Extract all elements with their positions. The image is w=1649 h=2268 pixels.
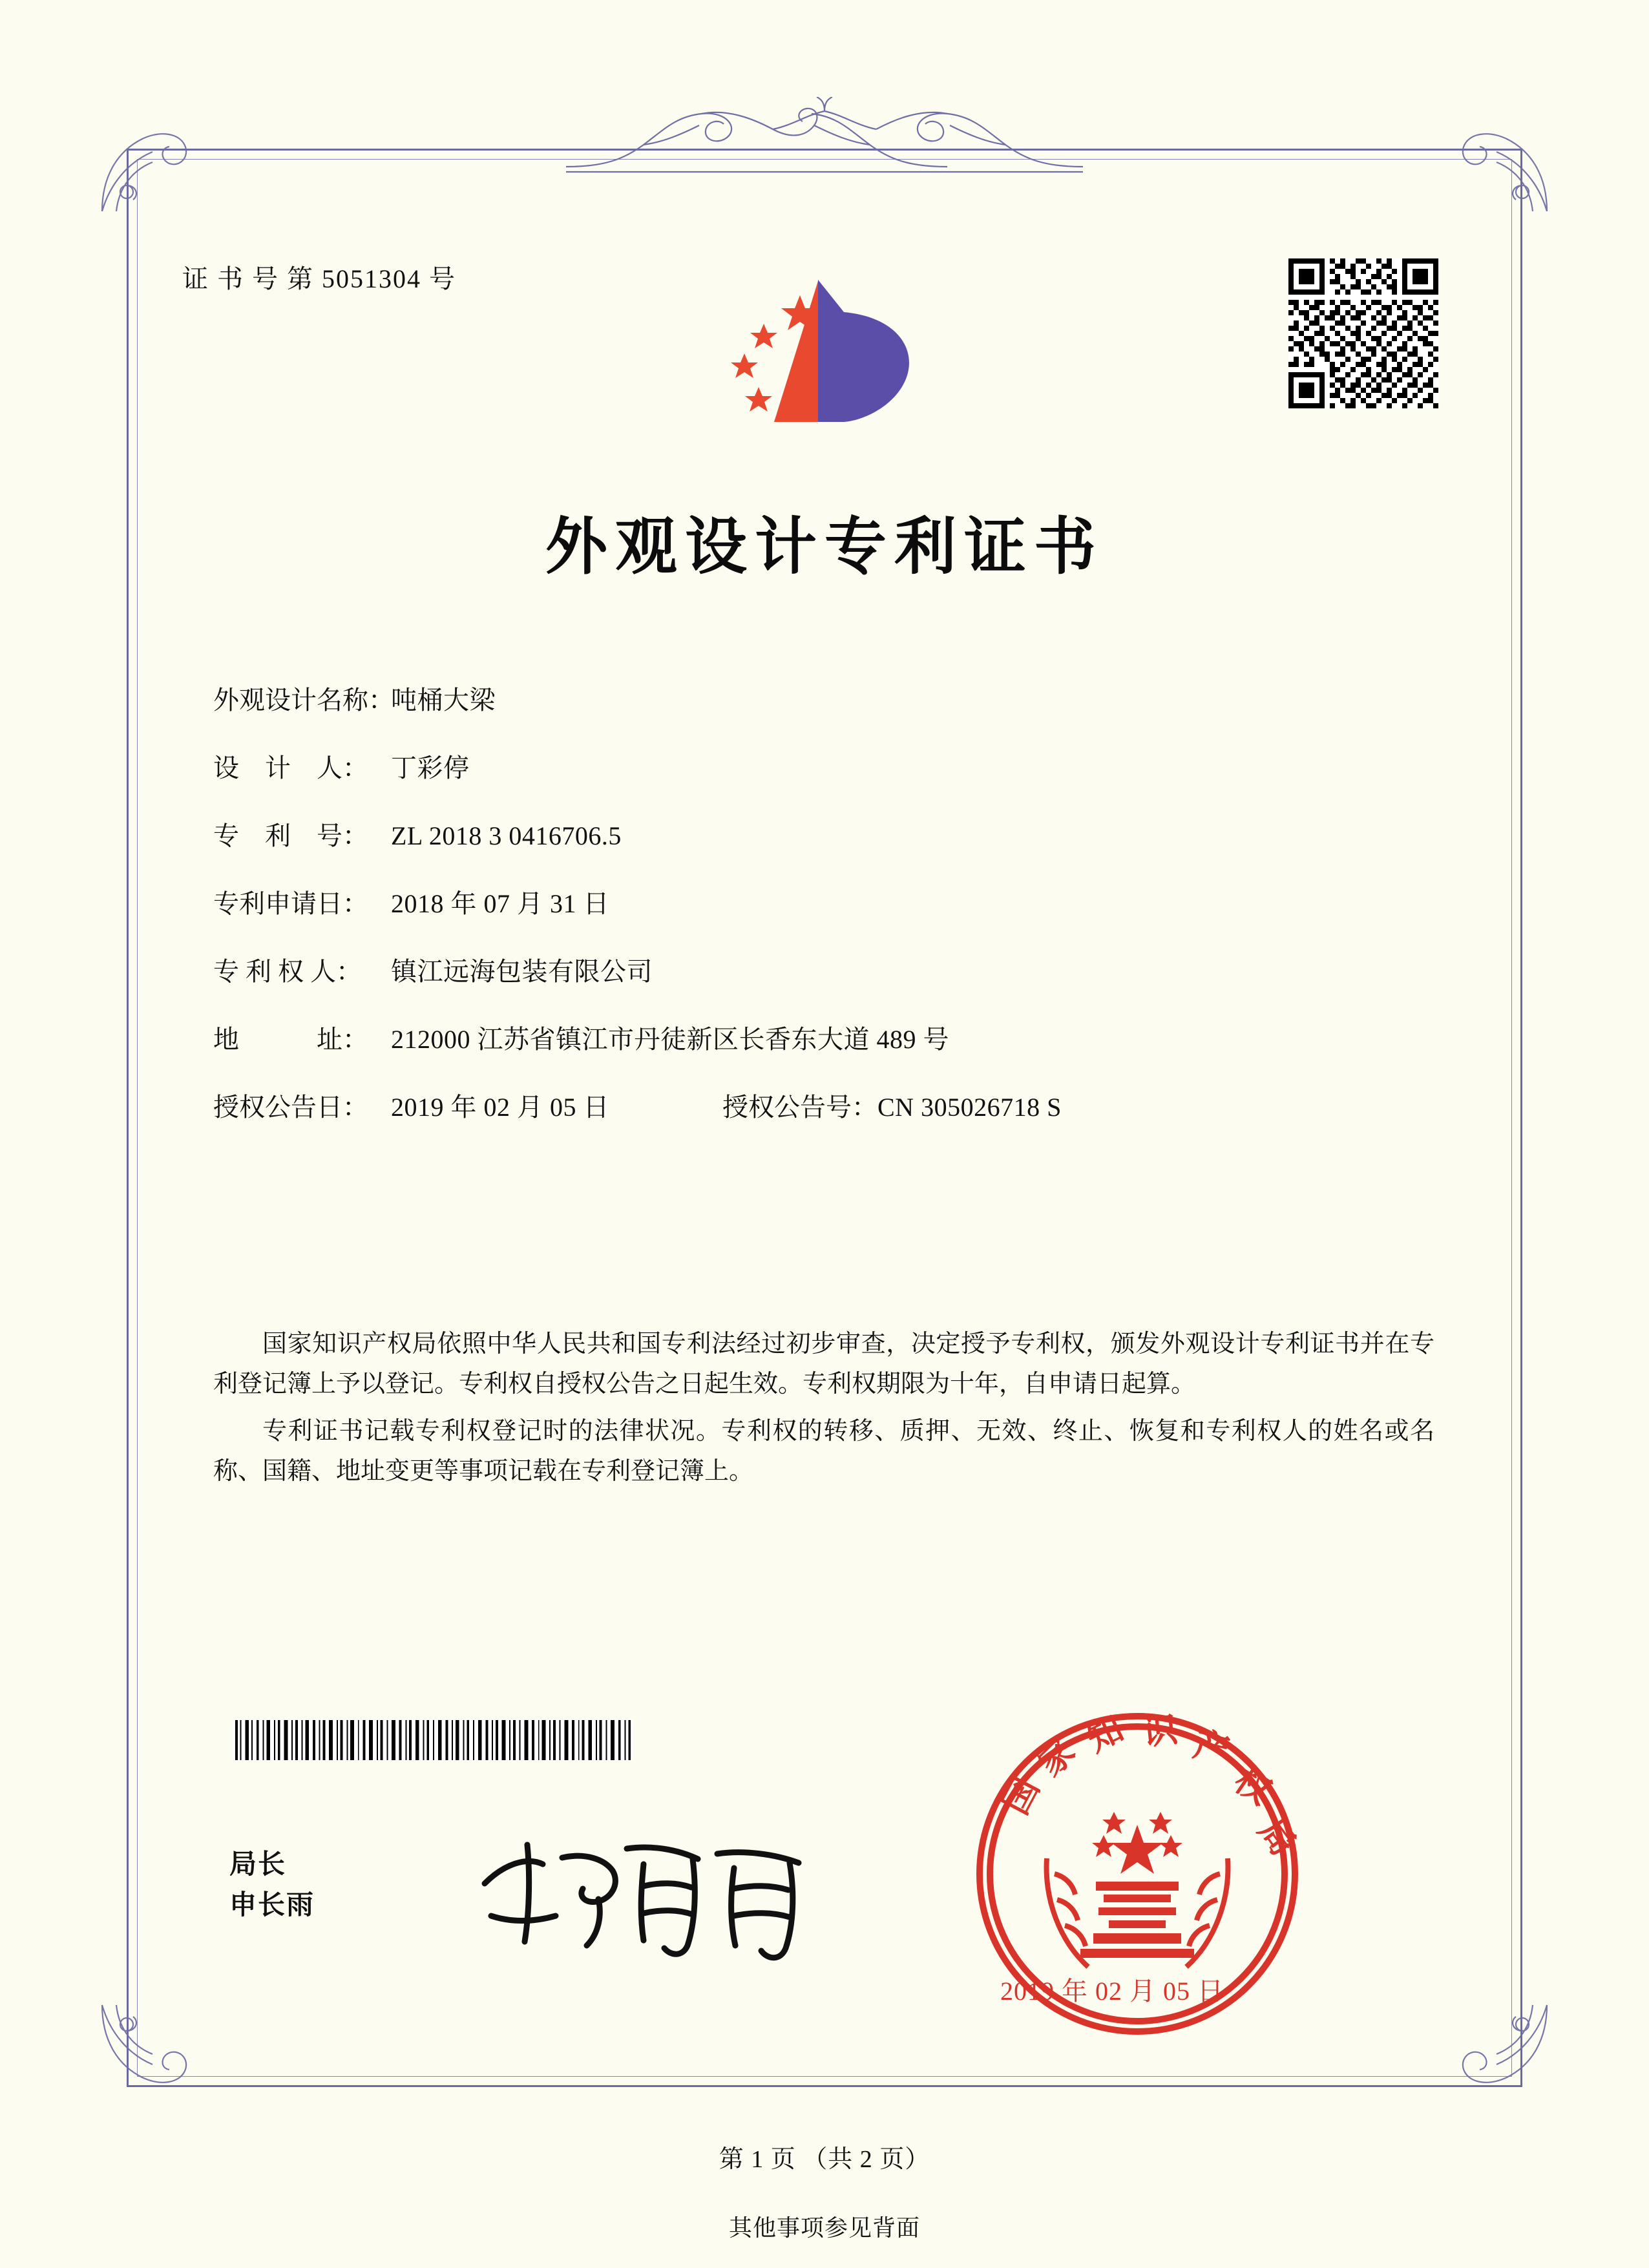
- svg-text:局: 局: [1250, 1811, 1305, 1864]
- svg-text:家: 家: [1029, 1730, 1083, 1785]
- legal-paragraph-1: 国家知识产权局依照中华人民共和国专利法经过初步审查，决定授予专利权，颁发外观设计专利证书并在专利登记簿上予以登记。专利权自授权公告之日起生效。专利权期限为十年，自申请日起算。: [213, 1330, 1434, 1398]
- field-value-patentee: 镇江远海包装有限公司: [391, 957, 653, 986]
- field-row-patentee: [213, 956, 1441, 987]
- field-label-design-name: 外观设计名称：: [213, 686, 394, 715]
- svg-text:产: 产: [1189, 1723, 1234, 1772]
- svg-text:识: 识: [1140, 1708, 1180, 1753]
- field-label-address: 地 址：: [213, 1025, 368, 1054]
- field-label-grant-date: 授权公告日：: [213, 1093, 368, 1122]
- field-row-patent-number: [213, 821, 1441, 852]
- legal-paragraph-2: 专利证书记载专利权登记时的法律状况。专利权的转移、质押、无效、终止、恢复和专利权人的姓名或名称、国籍、地址变更等事项记载在专利登记簿上。: [213, 1418, 1434, 1485]
- signature-block: [229, 1845, 315, 1926]
- top-ornament-decoration: [566, 97, 1083, 174]
- corner-ornament-top-left: [97, 120, 194, 216]
- corner-ornament-bottom-left: [97, 2000, 194, 2097]
- corner-ornament-top-right: [1455, 120, 1552, 216]
- back-side-note: 其他事项参见背面: [728, 2215, 920, 2241]
- field-row-design-name: [213, 685, 1441, 716]
- field-label-application-date: 专利申请日：: [213, 889, 368, 918]
- field-value-address: 212000 江苏省镇江市丹徒新区长香东大道 489 号: [391, 1025, 949, 1054]
- barcode-image: [229, 1720, 636, 1760]
- svg-text:国: 国: [994, 1770, 1047, 1822]
- svg-text:知: 知: [1080, 1707, 1130, 1760]
- legal-text-block: [213, 1325, 1434, 1499]
- field-label-patent-number: 专 利 号：: [213, 821, 368, 850]
- qr-code-icon: [1288, 258, 1438, 408]
- field-value-design-name: 吨桶大梁: [391, 686, 496, 715]
- cnipa-logo-icon: [691, 255, 950, 462]
- certificate-number: 证 书 号 第 5051304 号: [182, 264, 456, 293]
- field-row-address: [213, 1024, 1441, 1055]
- field-value-grant-date: 2019 年 02 月 05 日: [391, 1093, 609, 1122]
- field-label-patentee: 专 利 权 人：: [213, 957, 362, 986]
- page-indicator: 第 1 页 （共 2 页）: [719, 2146, 930, 2173]
- handwritten-signature-icon: [465, 1819, 827, 1968]
- field-value-designer: 丁彩停: [391, 753, 470, 782]
- field-value-patent-number: ZL 2018 3 0416706.5: [391, 821, 622, 850]
- field-value-application-date: 2018 年 07 月 31 日: [391, 889, 609, 918]
- seal-date: 2019 年 02 月 05 日: [1000, 1977, 1224, 2006]
- page-title: 外观设计专利证书: [545, 510, 1104, 583]
- field-label-grant-number: 授权公告号：: [722, 1093, 877, 1122]
- field-list: [213, 685, 1441, 1160]
- svg-text:权: 权: [1226, 1758, 1279, 1812]
- field-value-grant-number: CN 305026718 S: [877, 1093, 1062, 1122]
- field-row-designer: [213, 753, 1441, 784]
- field-row-application-date: [213, 888, 1441, 919]
- field-label-designer: 设 计 人：: [213, 753, 368, 782]
- corner-ornament-bottom-right: [1455, 2000, 1552, 2097]
- field-row-grant-announcement: [213, 1092, 1441, 1123]
- director-title-label: 局长: [229, 1850, 287, 1880]
- director-name: 申长雨: [229, 1891, 315, 1920]
